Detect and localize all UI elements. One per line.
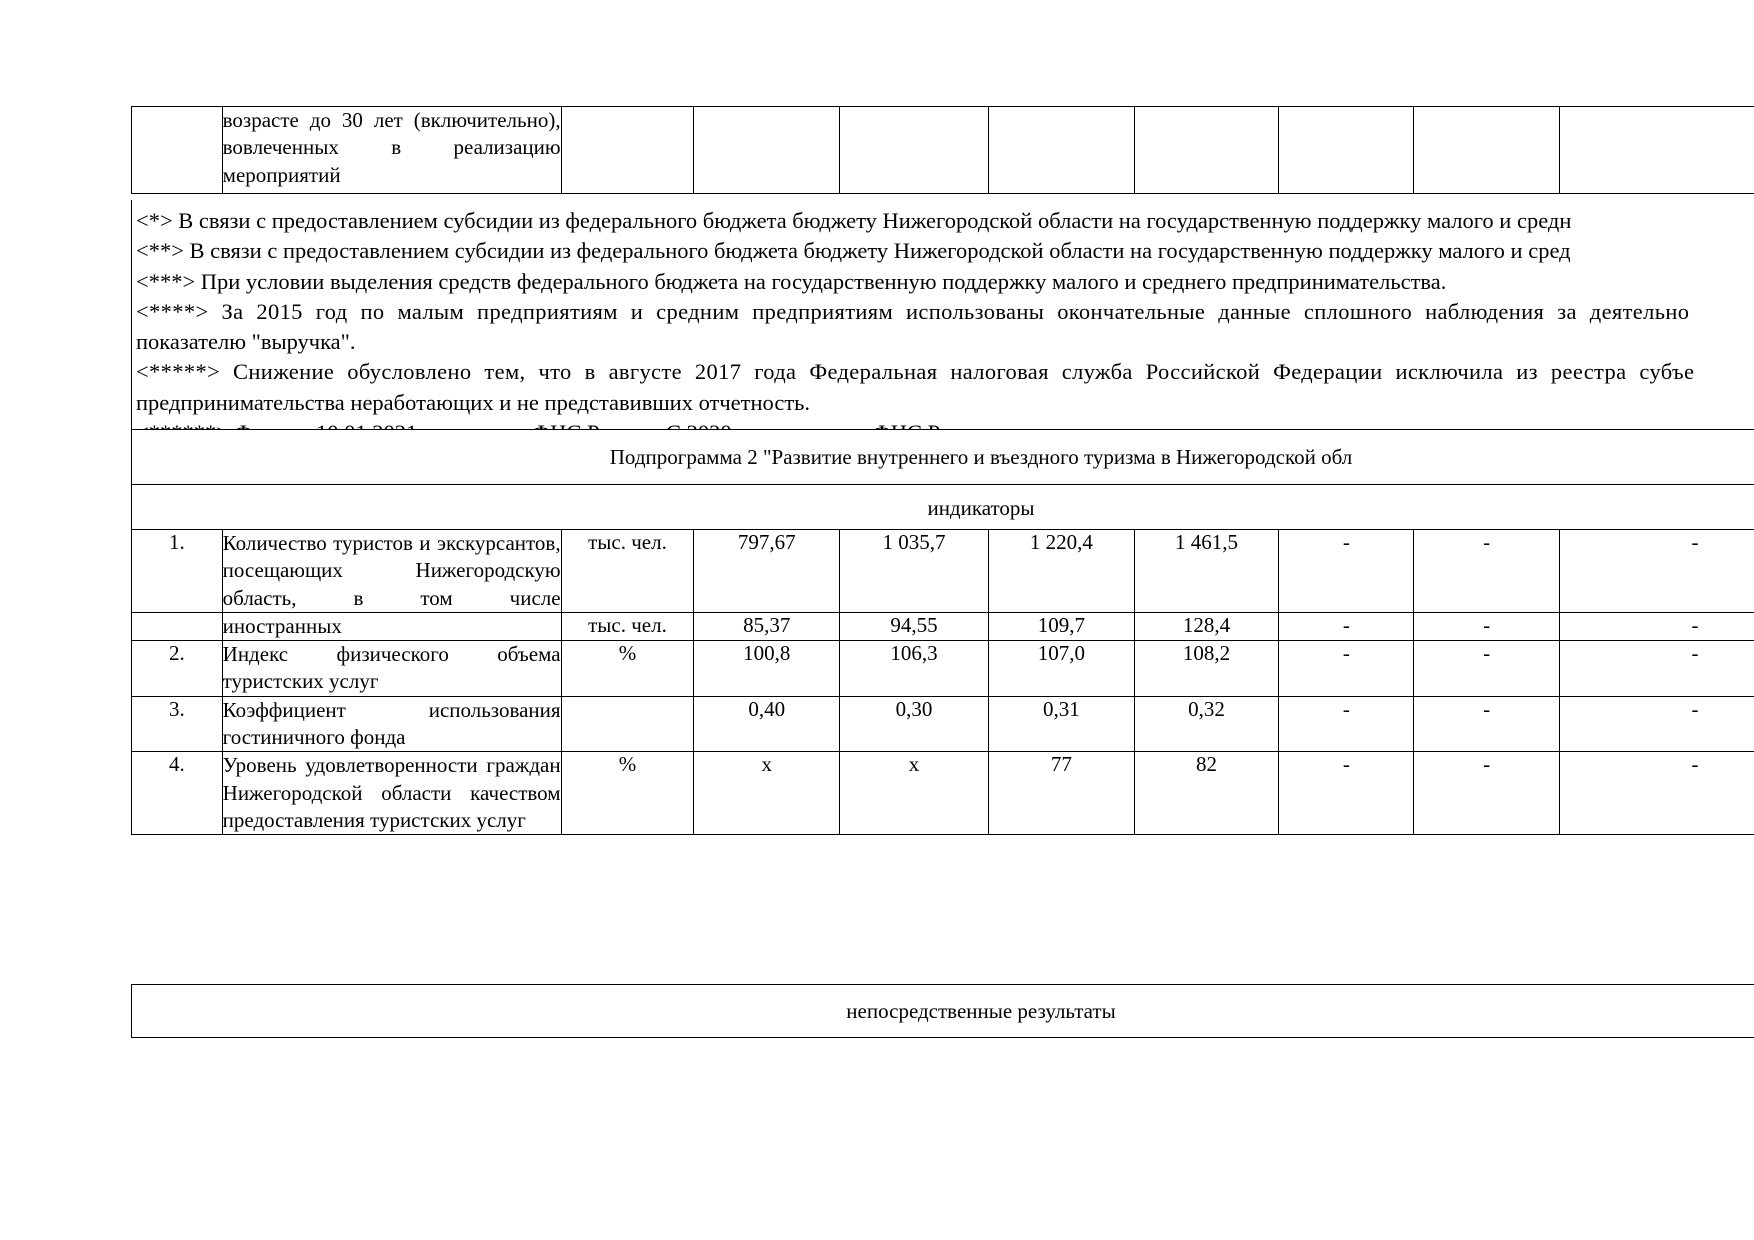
cell-indicator-name: иностранных [222, 612, 561, 640]
subprogram-title: Подпрограмма 2 "Развитие внутреннего и въездного туризма в Нижегородской обл [609, 444, 1353, 469]
cell-unit: тыс. чел. [561, 530, 694, 613]
table-row [132, 530, 1754, 613]
cell-value-6: - [1414, 641, 1560, 697]
top-table-fragment [131, 106, 1754, 194]
cell-value-6: - [1414, 696, 1560, 752]
cell-indicator-name: Коэффициент использования гостиничного фонда [222, 696, 561, 752]
cell-row-number: 4. [132, 752, 223, 835]
results-banner-row [131, 984, 1754, 1038]
table-row [132, 107, 1754, 194]
cell-indicator-name: Индекс физического объема туристских услуг [222, 641, 561, 697]
cell-row-number: 3. [132, 696, 223, 752]
table-row [132, 485, 1754, 532]
cell-value-3: 77 [989, 752, 1135, 835]
cell-value-6: - [1414, 612, 1560, 640]
cell-value-7: - [1560, 612, 1754, 640]
results-title: непосредственные результаты [846, 998, 1116, 1023]
cell-unit [561, 696, 694, 752]
footnotes-text [132, 200, 1754, 456]
footnote-line: <****> За 2015 год по малым предприятиям и средним предприятиям использованы окончательные данные сплошного наблюдения за деятельно [136, 298, 1690, 324]
cell-value-1: 797,67 [694, 530, 840, 613]
table-row [132, 696, 1754, 752]
footnote-line: <**> В связи с предоставлением субсидии из федерального бюджета бюджету Нижегородской области на государственную поддержку малого и сред [136, 238, 1571, 264]
cell-value-1: 85,37 [694, 612, 840, 640]
cell-value-1: x [694, 752, 840, 835]
cell-value-7 [1560, 107, 1754, 194]
cell-unit: тыс. чел. [561, 612, 694, 640]
cell-value-1: 100,8 [694, 641, 840, 697]
table-row [132, 641, 1754, 697]
cell-value-2: 1 035,7 [840, 530, 989, 613]
cell-value-4: 82 [1134, 752, 1279, 835]
indicators-title-cell [132, 485, 1754, 532]
cell-value-2: 94,55 [840, 612, 989, 640]
cell-value-1 [694, 107, 840, 194]
table-row [132, 430, 1754, 485]
cell-value-4 [1134, 107, 1279, 194]
cell-indicator-name: Количество туристов и экскурсантов, посещающих Нижегородскую область, в том числе [222, 530, 561, 613]
cell-value-5: - [1279, 696, 1414, 752]
cell-value-5: - [1279, 530, 1414, 613]
cell-indicator-name: возрасте до 30 лет (включительно), вовлеченных в реализацию мероприятий [222, 107, 561, 194]
results-title-cell [132, 985, 1754, 1038]
footnote-line: <*> В связи с предоставлением субсидии из федерального бюджета бюджету Нижегородской области на государственную поддержку малого и средн [136, 208, 1572, 233]
cell-value-3: 1 220,4 [989, 530, 1135, 613]
cell-value-4: 0,32 [1134, 696, 1279, 752]
cell-row-number: 2. [132, 641, 223, 697]
cell-value-1: 0,40 [694, 696, 840, 752]
cell-value-6: - [1414, 530, 1560, 613]
footnotes-block [131, 200, 1754, 456]
footnote-line: показателю "выручка". [136, 329, 356, 354]
indicators-banner-row [131, 484, 1754, 532]
cell-row-number [132, 612, 223, 640]
cell-value-7: - [1560, 530, 1754, 613]
cell-value-2 [840, 107, 989, 194]
cell-value-3: 109,7 [989, 612, 1135, 640]
cell-value-7: - [1560, 696, 1754, 752]
cell-value-4: 128,4 [1134, 612, 1279, 640]
cell-value-4: 108,2 [1134, 641, 1279, 697]
cell-value-2: x [840, 752, 989, 835]
indicators-data-table [131, 529, 1754, 835]
subprogram-title-cell [132, 430, 1754, 485]
footnote-line: предпринимательства неработающих и не представивших отчетность. [136, 389, 811, 415]
cell-value-7: - [1560, 641, 1754, 697]
cell-value-6: - [1414, 752, 1560, 835]
cell-unit: % [561, 752, 694, 835]
table-row [132, 612, 1754, 640]
cell-value-5: - [1279, 641, 1414, 697]
cell-value-6 [1414, 107, 1560, 194]
table-row [132, 985, 1754, 1038]
cell-unit [561, 107, 694, 194]
cell-unit: % [561, 641, 694, 697]
subprogram-banner-row [131, 429, 1754, 485]
cell-row-number: 1. [132, 530, 223, 613]
cell-value-3: 0,31 [989, 696, 1135, 752]
cell-row-number [132, 107, 223, 194]
footnote-line: <***> При условии выделения средств федерального бюджета на государственную поддержку малого и среднего предпринимательства. [136, 268, 1447, 294]
cell-value-5: - [1279, 612, 1414, 640]
indicators-title: индикаторы [927, 495, 1035, 520]
footnote-line: <*****> Снижение обусловлено тем, что в августе 2017 года Федеральная налоговая служба Российской Федерации исключила из реестра субъе [136, 359, 1695, 385]
cell-value-3 [989, 107, 1135, 194]
table-row [132, 752, 1754, 835]
cell-indicator-name: Уровень удовлетворенности граждан Нижегородской области качеством предоставления туристских услуг [222, 752, 561, 835]
cell-value-5: - [1279, 752, 1414, 835]
cell-value-4: 1 461,5 [1134, 530, 1279, 613]
cell-value-2: 106,3 [840, 641, 989, 697]
cell-value-2: 0,30 [840, 696, 989, 752]
cell-value-5 [1279, 107, 1414, 194]
cell-value-3: 107,0 [989, 641, 1135, 697]
cell-value-7: - [1560, 752, 1754, 835]
